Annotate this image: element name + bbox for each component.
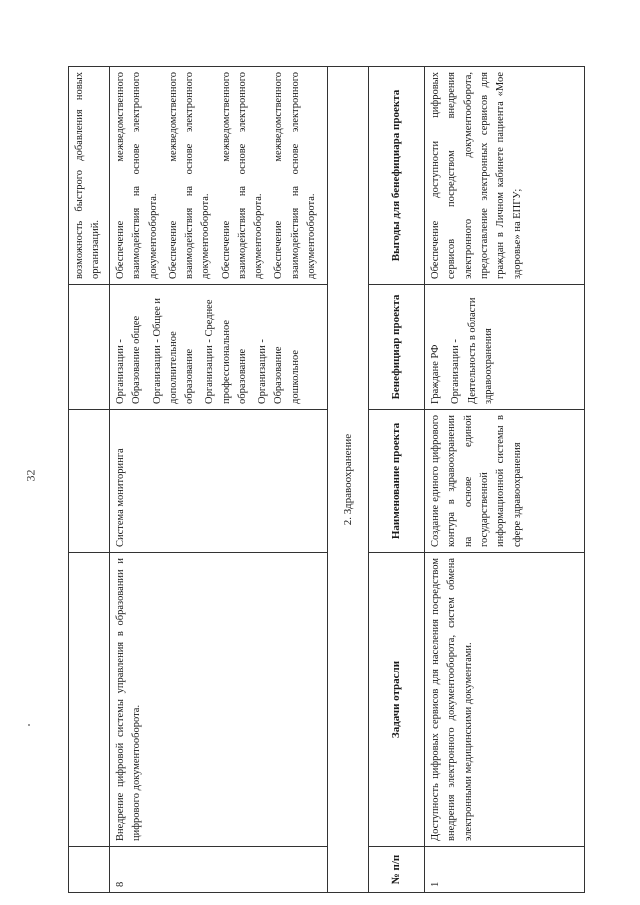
table-row-8 [110,67,328,893]
cell-task: Внедрение цифровой системы управления в образовании и цифрового документооборота. [110,553,328,847]
beneficiary-item: Организации - Деятельность в области здравоохранения [450,297,494,404]
benefit-item: Обеспечение межведомственного взаимодействия на основе электронного документооборота. [167,72,212,279]
header-num: № п/п [369,847,425,893]
header-task: Задачи отрасли [369,553,425,847]
section-title: 2. Здравоохранение [328,67,369,893]
cell-benefit [110,67,328,285]
beneficiary-item: Организации - Общее и дополнительное образование [151,297,196,404]
cell-num [69,847,110,893]
benefit-item: Обеспечение межведомственного взаимодействия на основе электронного документооборота. [115,72,159,279]
beneficiary-item: Организации - Образование общее [115,315,143,404]
cell-benefit: возможность быстрого добавления новых организаций. [69,67,110,285]
beneficiary-item: Организации - Среднее профессиональное образование [204,299,248,404]
cell-task [69,553,110,847]
table-container [68,67,600,893]
table-row-continuation [69,67,110,893]
cell-beneficiary [69,285,110,410]
cell-project [69,410,110,553]
section-row [328,67,369,893]
cell-project: Создание единого цифрового контура в здравоохранении на основе единой государственной информационной системы в сфере здравоохранения [425,410,585,553]
cell-beneficiary [425,285,585,410]
benefit-item: Обеспечение межведомственного взаимодействия на основе электронного документооборота. [273,72,317,279]
program-table [68,66,585,893]
cell-num: 1 [425,847,585,893]
header-beneficiary: Бенефициар проекта [369,285,425,410]
table-row-1 [425,67,585,893]
cell-task: Доступность цифровых сервисов для населения посредством внедрения электронного документооборота, систем обмена электронными медицинскими документами. [425,553,585,847]
beneficiary-item: Организации - Образование дошкольное [257,339,301,404]
cell-project: Система мониторинга [110,410,328,553]
page-number: 32 [23,469,38,482]
header-benefit: Выгоды для бенефициара проекта [369,67,425,285]
cell-benefit: Обеспечение доступности цифровых сервисов посредством внедрения электронного документооборота, предоставление электронных сервисов для граждан в Личном кабинете пациента «Мое здоровье» на ЕПГУ; [425,67,585,285]
table-header-row [369,67,425,893]
benefit-item: Обеспечение межведомственного взаимодействия на основе электронного документооборота. [220,72,265,279]
header-project: Наименование проекта [369,410,425,553]
cell-beneficiary [110,285,328,410]
cell-num: 8 [110,847,328,893]
beneficiary-item: Граждане РФ [430,344,442,404]
